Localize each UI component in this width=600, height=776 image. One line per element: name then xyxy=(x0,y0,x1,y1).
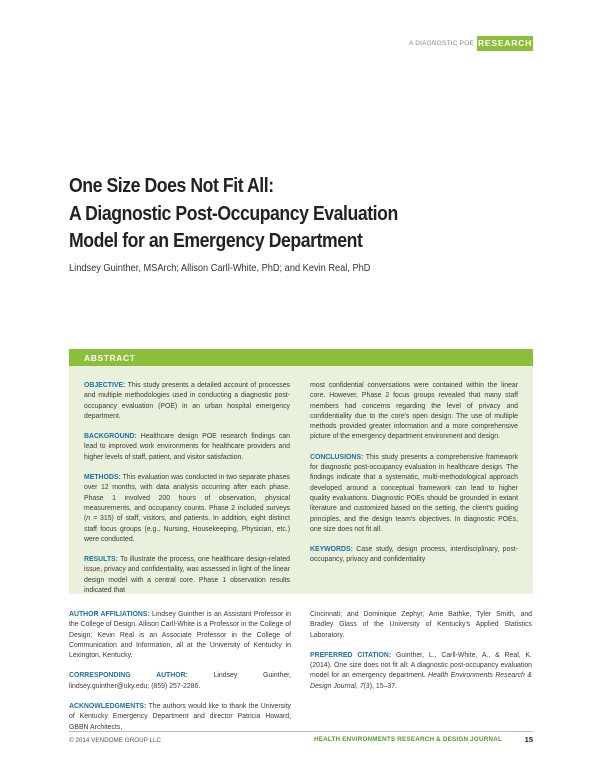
preferred-citation xyxy=(310,651,532,692)
conclusions-text: This study presents a comprehensive framework for diagnostic post-occupancy evaluation in healthcare design. The findings indicate that a systematic, multi-methodological approach developed around a conceptual framework can lead to higher quality evaluations. Diagnostic POEs should be grounded in extant literature and customized based on the setting, the client's guiding principles, and the design team's objectives. In diagnostic POEs, one size does not fit all. xyxy=(310,453,518,533)
copyright: © 2014 VENDOME GROUP LLC xyxy=(69,737,162,744)
abstract-conclusions xyxy=(310,453,518,535)
section-badge: RESEARCH xyxy=(477,36,533,51)
objective-text: This study presents a detailed account of processes and multiple methodologies used in conducting a diagnostic post-occupancy evaluation (POE) in an urban hospital emergency department. xyxy=(84,382,290,420)
affiliations-label: AUTHOR AFFILIATIONS: xyxy=(69,611,150,618)
article-title xyxy=(69,172,447,255)
methods-text-rest: = 315) of staff, visitors, and patients. In addition, eight distinct staff focus groups (e.g., Nursing, Housekeeping, Physician, etc.) were conducted. xyxy=(84,515,290,543)
affiliations-text: Lindsey Guinther is an Assistant Professor in the College of Design. Allison Carll-White is a Professor in the College of Design; Kevin Real is an Associate Professor in the College of Communication and Information, all at the University of Kentucky in Lexington, Kentucky. xyxy=(69,611,291,660)
page-number: 15 xyxy=(524,735,533,744)
citation-journal: Health Environments Research & Design Journal, 7 xyxy=(310,672,532,690)
abstract-column-left xyxy=(84,381,290,606)
title-line: One Size Does Not Fit All: xyxy=(69,174,274,197)
citation-issue: (3), 15–37. xyxy=(363,682,397,690)
conclusions-label: CONCLUSIONS: xyxy=(310,453,364,461)
methods-label: METHODS: xyxy=(84,474,121,482)
footer-rule xyxy=(69,731,533,732)
journal-name: HEALTH ENVIRONMENTS RESEARCH & DESIGN JOURNAL xyxy=(313,736,502,743)
front-matter-left xyxy=(69,610,291,743)
title-line: Model for an Emergency Department xyxy=(69,229,363,252)
abstract-objective xyxy=(84,381,290,422)
front-matter-right xyxy=(310,610,532,702)
acknowledgments-continued: Cincinnati; and Dominique Zephyr, Arne Bathke, Tyler Smith, and Bradley Glass of the University of Kentucky's Applied Statistics Laboratory. xyxy=(310,611,532,639)
abstract-results xyxy=(84,555,290,596)
abstract-keywords xyxy=(310,545,518,566)
abstract-methods xyxy=(84,473,290,545)
abstract-background xyxy=(84,432,290,463)
author-affiliations xyxy=(69,610,291,661)
author-list: Lindsey Guinther, MSArch; Allison Carll-White, PhD; and Kevin Real, PhD xyxy=(69,262,371,274)
abstract-column-right xyxy=(310,381,518,576)
abstract-results-continued: most confidential conversations were contained within the linear core. However, Phase 2 focus groups revealed that many staff members had concerns regarding the level of privacy and confidentiality due to the core's open design. The use of multiple methods provided greater information and a more comprehensive picture of the emergency department environment and design. xyxy=(310,382,518,441)
methods-italic-n: n xyxy=(86,515,91,523)
acknowledgments-label: ACKNOWLEDGMENTS: xyxy=(69,703,147,711)
methods-text: This evaluation was conducted in two separate phases over 12 months, with data analysis occurring after each phase. Phase 1 involved 200 hours of observation, physical measurements, and occupancy counts. Phase 2 included surveys ( xyxy=(84,474,290,523)
background-text: Healthcare design POE research findings can lead to improved work environments for healthcare providers and higher levels of staff, patient, and visitor satisfaction. xyxy=(84,433,290,461)
corresponding-text: Lindsey Guinther, lindsey.guinther@uky.edu; (859) 257-2286. xyxy=(69,672,291,690)
keywords-label: KEYWORDS: xyxy=(310,546,353,554)
acknowledgments xyxy=(69,702,291,733)
corresponding-label: CORRESPONDING AUTHOR: xyxy=(69,672,188,680)
acknowledgments-text: The authors would like to thank the University of Kentucky Emergency Department and director Patricia Howard; GBBN Architects, xyxy=(69,703,291,731)
results-label: RESULTS: xyxy=(84,556,118,564)
citation-text: Guinther, L., Carll-White, A., & Real, K. (2014). One size does not fit all: A diagnostic post-occupancy evaluation model for an emergency department. xyxy=(310,651,533,680)
background-label: BACKGROUND: xyxy=(84,433,137,441)
corresponding-author xyxy=(69,671,291,692)
citation-label: PREFERRED CITATION: xyxy=(310,651,392,659)
results-text: To illustrate the process, one healthcare design-related issue, privacy and confidentiality, was assessed in light of the linear design model with a central core. Phase 1 observation results indicated that xyxy=(84,556,290,595)
abstract-heading: ABSTRACT xyxy=(69,351,533,366)
running-head: A DIAGNOSTIC POE xyxy=(409,40,474,47)
keywords-text: Case study, design process, interdisciplinary, post-occupancy, privacy and confidentiality xyxy=(310,546,518,564)
objective-label: OBJECTIVE: xyxy=(84,382,126,389)
title-line: A Diagnostic Post-Occupancy Evaluation xyxy=(69,201,398,225)
